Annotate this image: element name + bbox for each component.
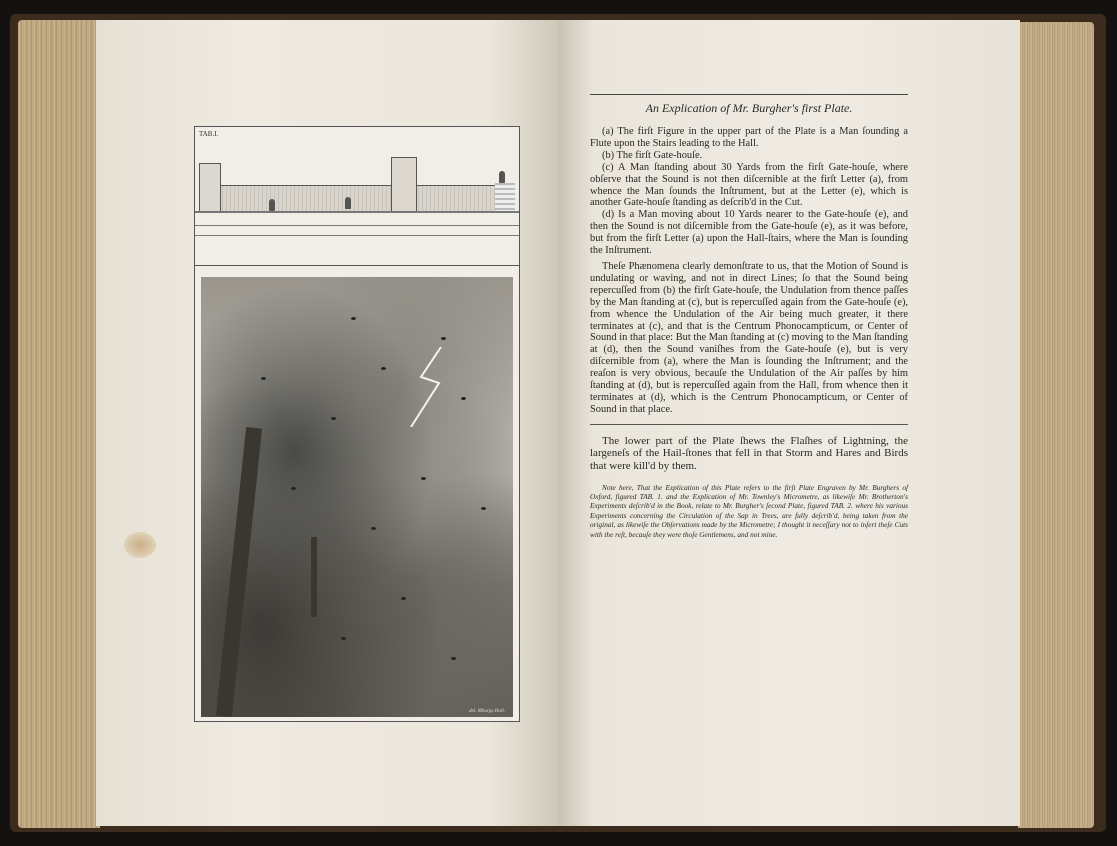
hailstone — [421, 477, 426, 480]
flute-player-figure — [499, 171, 505, 183]
hailstone — [351, 317, 356, 320]
hailstone — [331, 417, 336, 420]
lightning-bolt-icon — [401, 347, 461, 427]
footnote: Note here, That the Explication of this Plate refers to the firſt Plate Engraven by Mr. Burghers of Oxford, figured TAB. 1. and the Explication of Mr. Townley's Micrometre, as likewiſe Mr. Brotherton's Experiments deſcrib'd in the Book, relate to Mr. Burgher's ſecond Plate, figured TAB. 2. where his various Experiments concerning the Circulation of the Sap in Trees, are fully deſcrib'd, being taken from the original, as likewiſe the Obſervations made by the Micrometre; I thought it neceſſary not to inſert theſe Cuts with the reſt, becauſe they were thoſe Gentlemens, and not mine. — [590, 482, 908, 539]
plate-band-line — [195, 235, 519, 236]
page-stain — [124, 532, 156, 558]
plate-band-line — [195, 225, 519, 226]
hailstone — [451, 657, 456, 660]
hailstone — [341, 637, 346, 640]
hailstone — [371, 527, 376, 530]
top-rule — [590, 94, 908, 95]
gate-house-right — [391, 157, 417, 213]
right-page-edges — [1018, 22, 1094, 828]
hailstone — [261, 377, 266, 380]
hailstone — [401, 597, 406, 600]
storm-scene-illustration — [201, 277, 513, 717]
hailstone — [461, 397, 466, 400]
section-rule — [590, 424, 908, 425]
tree-trunk — [216, 427, 262, 717]
plate-label: TAB.I. — [199, 130, 219, 138]
small-tree-trunk — [311, 537, 317, 617]
courtyard-wall — [215, 185, 505, 213]
engraved-plate — [194, 126, 520, 722]
plate-upper-figure — [195, 127, 519, 266]
gate-house-left — [199, 163, 221, 213]
hailstone — [481, 507, 486, 510]
paragraph-c: (c) A Man ſtanding about 30 Yards from the firſt Gate-houſe, where obſerve that the Sound is not then diſcernible at the firſt Letter (a), from whence the Man ſounds the Inſtrument, but at the Letter (e), which is another Gate-houſe ſtanding as deſcrib'd in the Cut. — [590, 161, 908, 209]
page-title: An Explication of Mr. Burgher's first Plate. — [645, 101, 853, 115]
ground-line — [195, 211, 519, 213]
hall-stairs — [495, 183, 515, 211]
engraver-signature: del. Mburgo Holl. — [469, 709, 505, 714]
paragraph-phaenomena: Theſe Phænomena clearly demonſtrate to us, that the Motion of Sound is undulating or waving, and not in direct Lines; ſo that the Sound being repercuſſed from (b) the firſt Gate-houſe, the Undulation from thence paſſes by the Man ſtanding at (c), but is repercuſſed again from the Gate-houſe (e), from whence the Undulation of the Air being much greater, it there terminates at (c), and that is the Centrum Phonocampticum, or Center of Sound in that place: But the Man ſtanding at (c) moving to the Man ſtanding at (d), then the Sound vaniſhes from the Gate-houſe (e), but is very diſcernible from (a), where the Man is ſounding the Inſtrument; and the reaſon is very obvious, becauſe the Undulation of the Air paſſes by him ſtanding at (d), but is repercuſſed again from the Hall, from whence then it terminates at (d), which is the Centrum Phonocampticum, or Center of Sound in that place. — [590, 260, 908, 415]
hailstone — [291, 487, 296, 490]
man-figure-d — [345, 197, 351, 209]
lower-plate-description: The lower part of the Plate ſhews the Flaſhes of Lightning, the largeneſs of the Hail-ſtones that fell in that Storm and Hares and Birds that were kill'd by them. — [590, 434, 908, 472]
paragraph-a: (a) The firſt Figure in the upper part of the Plate is a Man ſounding a Flute upon the Stairs leading to the Hall. — [590, 126, 908, 149]
man-figure-c — [269, 199, 275, 211]
explication-text — [590, 94, 908, 546]
hailstone — [381, 367, 386, 370]
left-page-edges — [18, 20, 100, 828]
paragraph-d: (d) Is a Man moving about 10 Yards nearer to the Gate-houſe (e), and then the Sound is not diſcernible from the Gate-houſe (e), as it was before, but from the firſt Letter (a) upon the Hall-ſtairs, where the Man is ſounding the Inſtrument. — [590, 209, 908, 257]
hailstone — [441, 337, 446, 340]
paragraph-b: (b) The firſt Gate-houſe. — [602, 149, 703, 161]
